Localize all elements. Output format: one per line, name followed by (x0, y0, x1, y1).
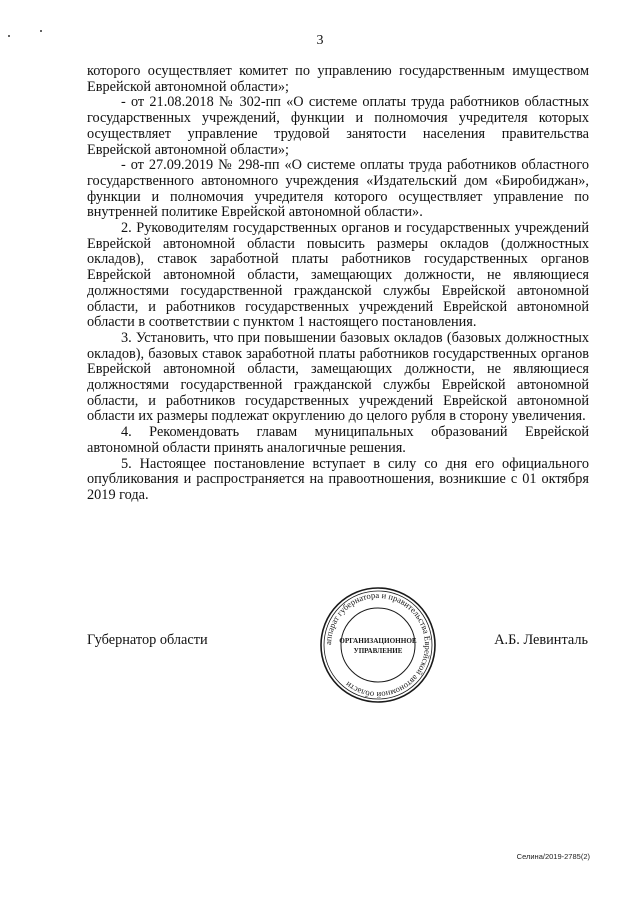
signature-title: Губернатор области (87, 632, 208, 648)
document-registration-code: Селина/2019-2785(2) (516, 852, 590, 861)
stamp-ring-textpath: аппарат губернатора и правительства Еврейской автономной области (322, 589, 434, 701)
paragraph: - от 21.08.2018 № 302-пп «О системе оплаты труда работников областных государственных учреждений, функции и полномочия учредителя которых осуществляет управление трудовой занятости населения правительства Еврейской автономной области»; (87, 94, 589, 158)
paragraph: - от 27.09.2019 № 298-пп «О системе оплаты труда работников областного государственного автономного учреждения «Издательский дом «Биробиджан», функции и полномочия учредителя которого осуществляет управление по внутренней политике Еврейской автономной области». (87, 157, 589, 221)
paragraph: 4. Рекомендовать главам муниципальных образований Еврейской автономной области принять аналогичные решения. (87, 424, 589, 456)
paragraph: 2. Руководителям государственных органов и государственных учреждений Еврейской автономной области повысить размеры окладов (должностных окладов), ставок заработной платы работников государственных органов Еврейской автономной области, замещающих должности, не являющиеся должностями государственной гражданской службы Еврейской автономной области, и работников государственных учреждений Еврейской автономной области в соответствии с пунктом 1 настоящего постановления. (87, 220, 589, 331)
paragraph: которого осуществляет комитет по управлению государственным имуществом Еврейской автономной области»; (87, 63, 589, 95)
scan-speck (40, 30, 42, 32)
stamp-center-line2: УПРАВЛЕНИЕ (353, 647, 403, 655)
official-stamp (318, 585, 438, 705)
document-body (87, 64, 589, 504)
page-number: 3 (316, 33, 324, 48)
paragraph: 3. Установить, что при повышении базовых окладов (базовых должностных окладов), базовых ставок заработной платы работников государственных органов Еврейской автономной области, замещающих должности, не являющиеся должностями государственной гражданской службы Еврейской автономной области, и работников государственных учреждений Еврейской автономной области их размеры подлежат округлению до целого рубля в сторону увеличения. (87, 329, 589, 425)
stamp-center-line1: ОРГАНИЗАЦИОННОЕ (339, 637, 417, 645)
paragraph: 5. Настоящее постановление вступает в силу со дня его официального опубликования и распространяется на правоотношения, возникшие с 01 октября 2019 года. (87, 455, 589, 503)
signature-name: А.Б. Левинталь (494, 632, 588, 648)
stamp-ring-text (323, 590, 433, 700)
